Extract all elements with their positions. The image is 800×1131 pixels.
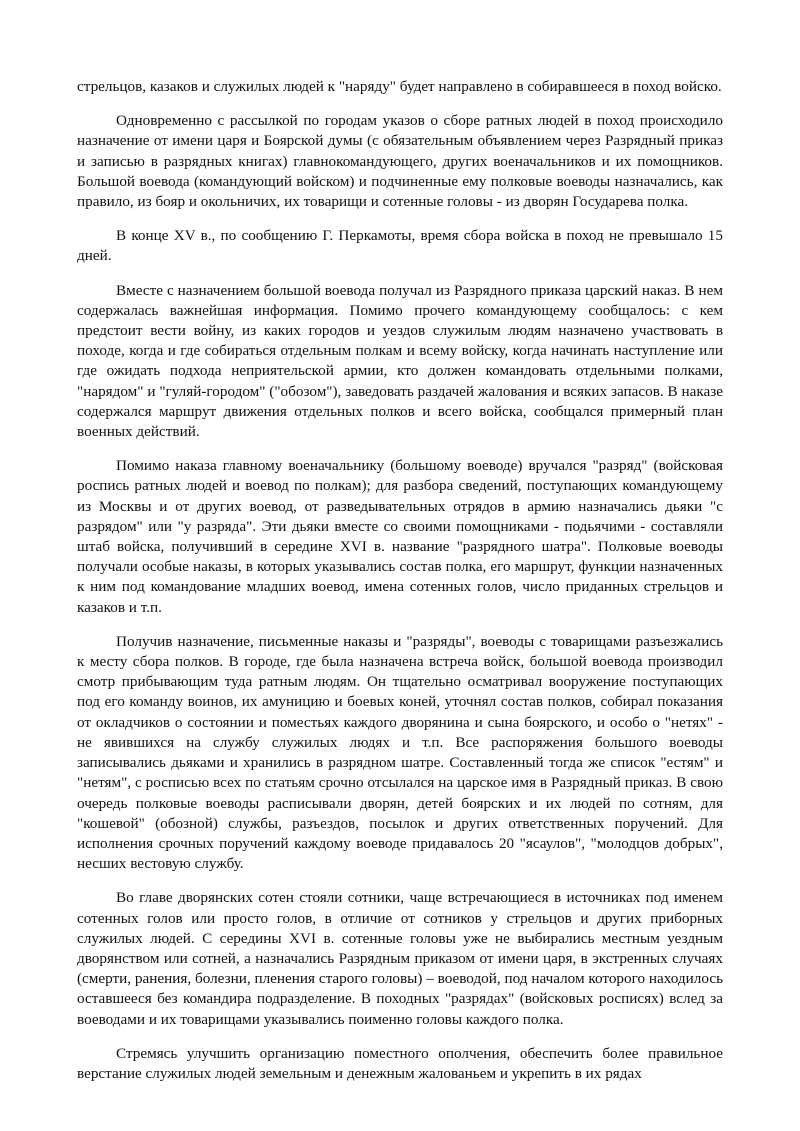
paragraph: Вместе с назначением большой воевода получал из Разрядного приказа царский наказ. В нем содержалась важнейшая информация. Помимо прочего командующему сообщалось: с кем предстоит вести войну, из каких городов и уездов служилым людям назначено участвовать в походе, когда и где собираться отдельным полкам и всему войску, когда начинать наступление или где ожидать подхода неприятельской армии, кто должен командовать отдельными полками, "нарядом" и "гуляй-городом" ("обозом"), заведовать раздачей жалования и всяких запасов. В наказе содержался маршрут движения отдельных полков и всего войска, сообщался примерный план военных действий. (77, 281, 723, 441)
paragraph: Во главе дворянских сотен стояли сотники, чаще встречающиеся в источниках под именем сотенных голов или просто голов, в отличие от сотников у стрельцов и других приборных служилых людей. С середины XVI в. сотенные головы уже не выбирались местным уездным дворянством или сотней, а назначались Разрядным приказом от имени царя, в экстренных случаях (смерти, ранения, болезни, пленения старого головы) – воеводой, под началом которого находилось оставшееся без командира подразделение. В походных "разрядах" (войсковых росписях) вслед за воеводами и их товарищами указывались поименно головы каждого полка. (77, 889, 723, 1028)
paragraph: Одновременно с рассылкой по городам указов о сборе ратных людей в поход происходило назначение от имени царя и Боярской думы (с обязательным объявлением через Разрядный приказ и записью в разрядных книгах) главнокомандующего, других военачальников и их помощников. Большой воевода (командующий войском) и подчиненные ему полковые воеводы назначались, как правило, из бояр и окольничих, их товарищи и сотенные головы - из дворян Государева полка. (77, 112, 723, 211)
paragraph: Помимо наказа главному военачальнику (большому воеводе) вручался "разряд" (войсковая роспись ратных людей и воевод по полкам); для разбора сведений, поступающих командующему из Москвы и от других воевод, от разведывательных отрядов в армию назначались дьяки "с разрядом" или "у разряда". Эти дьяки вместе со своими помощниками - подьячими - составляли штаб войска, получивший в середине XVI в. название "разрядного шатра". Полковые воеводы получали особые наказы, в которых указывались состав полка, его маршрут, функции назначенных к ним под командование младших воевод, имена сотенных голов, число приданных стрельцов и казаков и т.п. (77, 457, 723, 616)
paragraph: стрельцов, казаков и служилых людей к "наряду" будет направлено в собиравшееся в поход войско. (77, 78, 722, 95)
paragraph: В конце XV в., по сообщению Г. Перкамоты, время сбора войска в поход не превышало 15 дней. (77, 227, 723, 265)
paragraph: Стремясь улучшить организацию поместного ополчения, обеспечить более правильное верстание служилых людей земельным и денежным жалованьем и укрепить в их рядах (77, 1044, 723, 1082)
document-page (77, 77, 723, 1098)
paragraph: Получив назначение, письменные наказы и "разряды", воеводы с товарищами разъезжались к месту сбора полков. В городе, где была назначена встреча войск, большой воевода производил смотр прибывающим туда ратным людям. Он тщательно осматривал вооружение поступающих под его команду воинов, их амуницию и боевых коней, уточнял состав полков, собирал показания от окладчиков о состоянии и поместьях каждого дворянина и сына боярского, и особо о "нетях" - не явившихся на службу служилых людях и т.п. Все распоряжения большого воеводы записывались дьяками и хранились в разрядном шатре. Составленный тогда же список "естям" и "нетям", с росписью всех по статьям срочно отсылался на царское имя в Разрядный приказ. В свою очередь полковые воеводы расписывали дворян, детей боярских и их людей по сотням, для "кошевой" (обозной) службы, разъездов, посылок и других ответственных поручений. Для исполнения срочных поручений каждому воеводе придавалось 20 "ясаулов", "молодцов добрых", несших вестовую службу. (77, 632, 723, 873)
